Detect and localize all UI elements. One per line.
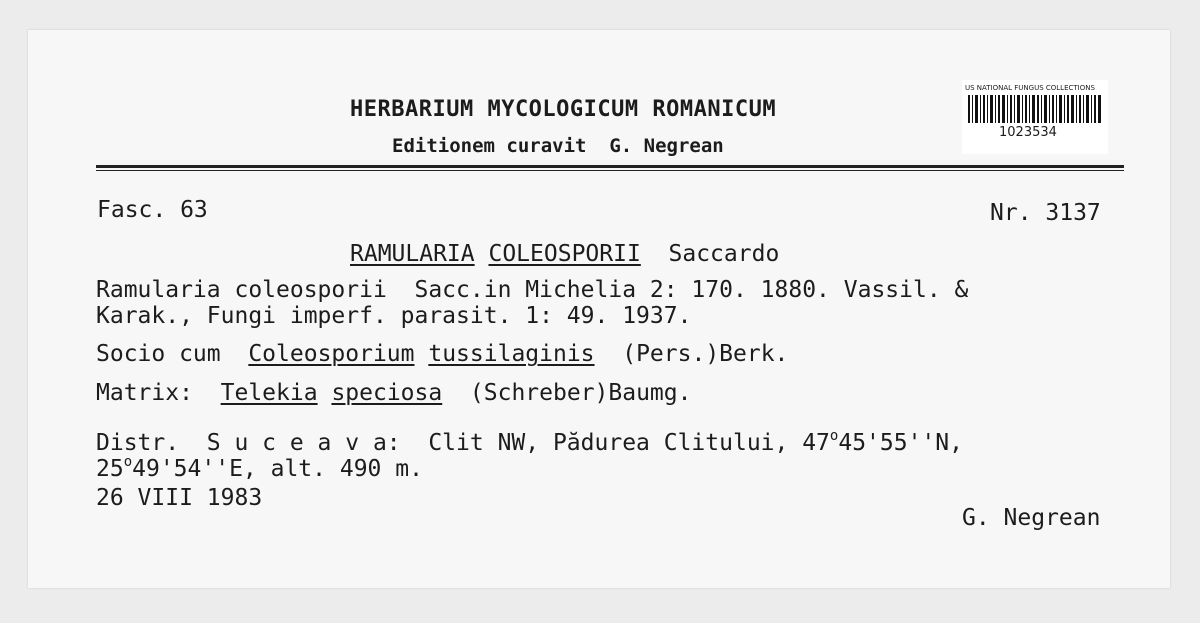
distribution-text-b: 45'55''N, xyxy=(838,430,963,456)
socio-line xyxy=(96,341,788,367)
herbarium-title: HERBARIUM MYCOLOGICUM ROMANICUM xyxy=(350,97,777,122)
socio-prefix: Socio cum xyxy=(96,341,221,367)
distribution-line-2 xyxy=(96,449,423,482)
species-name xyxy=(350,241,779,267)
exsiccata-number: Nr. 3137 xyxy=(990,200,1101,226)
barcode-sticker xyxy=(962,80,1108,154)
header-divider xyxy=(96,165,1124,168)
matrix-prefix: Matrix: xyxy=(96,380,193,406)
matrix-genus: Telekia xyxy=(220,380,318,406)
distribution-text-a: Distr. S u c e a v a: Clit NW, Pădurea Clitului, 47 xyxy=(96,430,830,456)
longitude-rest: 49'54''E, alt. 490 m. xyxy=(132,456,423,482)
reference-line-2: Karak., Fungi imperf. parasit. 1: 49. 1937. xyxy=(96,303,692,329)
collection-date: 26 VIII 1983 xyxy=(96,485,263,511)
longitude-degrees: 25 xyxy=(96,456,124,482)
socio-author: (Pers.)Berk. xyxy=(622,341,789,367)
degree-sign: o xyxy=(829,428,839,444)
barcode-number: 1023534 xyxy=(999,125,1057,140)
editor-line: Editionem curavit G. Negrean xyxy=(392,135,724,157)
fascicle-number: Fasc. 63 xyxy=(97,197,208,223)
matrix-line xyxy=(96,380,691,406)
reference-line-1: Ramularia coleosporii Sacc.in Michelia 2: 170. 1880. Vassil. & xyxy=(96,277,969,303)
header-divider-thin xyxy=(96,170,1124,171)
barcode-icon xyxy=(968,95,1102,123)
collector-name: G. Negrean xyxy=(962,505,1101,531)
matrix-author: (Schreber)Baumg. xyxy=(469,380,692,406)
species-author: Saccardo xyxy=(668,241,780,267)
degree-sign: o xyxy=(123,454,133,470)
species-genus: RAMULARIA xyxy=(350,241,475,267)
socio-epithet: tussilaginis xyxy=(428,341,595,367)
barcode-caption: US NATIONAL FUNGUS COLLECTIONS xyxy=(965,84,1095,92)
species-epithet: COLEOSPORII xyxy=(488,241,641,267)
matrix-epithet: speciosa xyxy=(331,380,443,406)
socio-genus: Coleosporium xyxy=(248,341,415,367)
